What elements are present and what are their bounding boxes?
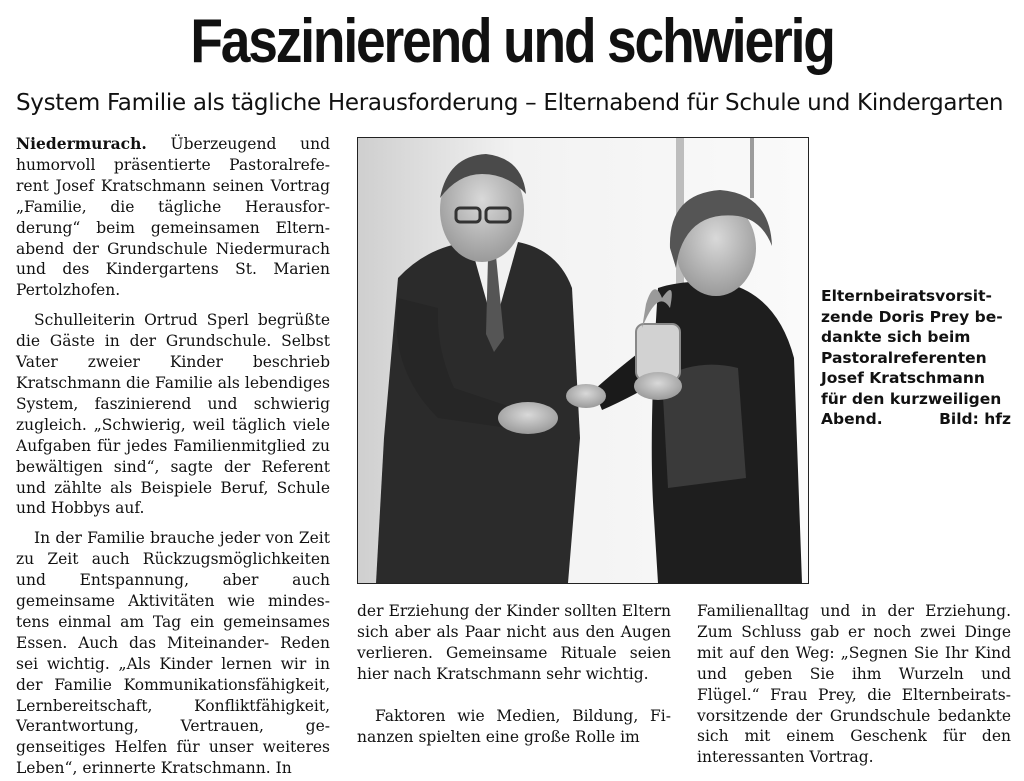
- paragraph: [16, 134, 330, 301]
- photo-credit: Bild: hfz: [939, 410, 1011, 428]
- article-column-1: [16, 134, 330, 779]
- paragraph: Schulleiterin Ortrud Sperl begrüßte die Gäste in der Grundschule. Selbst Vater zweier Kinder beschrieb Kratschmann die Familie als lebendiges System, faszinierend und schwierig zugleich. „Schwierig, weil täglich viele Aufgaben für jedes Familienmitglied zu bewältigen sind“, sagte der Referent und zählte als Beispiele Beruf, Schule und Hobbys auf.: [16, 311, 330, 518]
- paragraph: In der Familie brauche jeder von Zeit zu Zeit auch Rückzugsmöglichkeiten und Entspannung, aber auch gemeinsame Aktivitäten wie mindestens einmal am Tag ein gemeinsames Essen. Auch das Miteinander- Reden sei wichtig. „Als Kinder lernen wir in der Familie Kommunikationsfähigkeit, Lernbereitschaft, Konfliktfähigkeit, Verantwortung, Vertrauen, gegenseitiges Helfen für unser weiteres Leben“, erinnerte Kratschmann. In: [16, 529, 330, 778]
- paragraph: Faktoren wie Medien, Bildung, Finanzen spielten eine große Rolle im: [357, 706, 671, 746]
- caption-line: Pastoralreferenten: [821, 348, 987, 367]
- caption-line: Elternbeiratsvorsit-: [821, 287, 992, 305]
- caption-line: zende Doris Prey be-: [821, 307, 1003, 326]
- article-column-3: [697, 601, 1011, 768]
- caption-line: Abend.: [821, 410, 883, 428]
- paragraph: Familienalltag und in der Erziehung. Zum Schluss gab er noch zwei Dinge mit auf den Weg: „Segnen Sie Ihr Kind und geben Sie ihm Wurzeln und Flügel.“ Frau Prey, die Elternbeiratsvorsitzende der Grundschule bedankte sich mit einem Geschenk für den interessanten Vortrag.: [697, 602, 1011, 767]
- paragraph: der Erziehung der Kinder sollten Eltern sich aber als Paar nicht aus den Augen verlieren. Gemeinsame Rituale seien hier nach Kratschmann sehr wichtig.: [357, 602, 671, 683]
- caption-line: für den kurzweiligen: [821, 389, 1002, 408]
- headline: Faszinierend und schwierig: [190, 7, 834, 76]
- subheadline: System Familie als tägliche Herausforderung – Elternabend für Schule und Kindergarten: [16, 90, 1004, 116]
- dateline: Niedermurach.: [16, 134, 147, 153]
- caption-last-line: [821, 409, 1011, 430]
- news-photo: [357, 137, 809, 584]
- photo-caption: [821, 286, 1011, 430]
- caption-line: Josef Kratschmann: [821, 369, 985, 387]
- paragraph-text: Überzeugend und humorvoll präsentierte Pastoralreferent Josef Kratschmann seinen Vortrag „Familie, die tägliche Herausforderung“ beim gemeinsamen Elternabend der Grundschule Niedermurach und des Kindergartens St. Marien Pertolzhofen.: [16, 135, 330, 300]
- article-column-2: [357, 601, 671, 747]
- caption-line: dankte sich beim: [821, 328, 971, 346]
